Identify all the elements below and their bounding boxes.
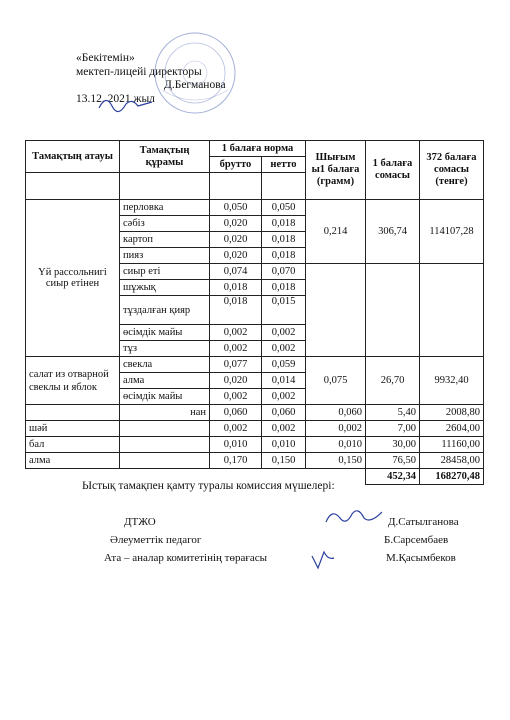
role-parents-committee: Ата – аналар комитетінің төрағасы bbox=[104, 552, 268, 564]
header-total: 372 балаға сомасы (тенге) bbox=[420, 141, 484, 200]
per-child: 26,70 bbox=[366, 357, 420, 405]
ingredient: алма bbox=[120, 373, 210, 389]
ingredient: перловка bbox=[120, 200, 210, 216]
netto: 0,002 bbox=[262, 341, 306, 357]
director-name: Д.Бегманова bbox=[164, 79, 226, 91]
grand-total: 168270,48 bbox=[420, 469, 484, 485]
netto: 0,150 bbox=[262, 453, 306, 469]
brutto: 0,002 bbox=[210, 421, 262, 437]
brutto: 0,074 bbox=[210, 264, 262, 280]
netto: 0,015 bbox=[262, 296, 306, 325]
commission-title: Ыстық тамақпен қамту туралы комиссия мүшелері: bbox=[82, 480, 335, 492]
header-brutto: брутто bbox=[210, 157, 262, 173]
netto: 0,060 bbox=[262, 405, 306, 421]
approval-heading: «Бекітемін» bbox=[76, 52, 135, 64]
header-spacer bbox=[120, 173, 210, 200]
ingredient bbox=[120, 453, 210, 469]
role-dtzho: ДТЖО bbox=[124, 516, 156, 528]
total-per-child: 452,34 bbox=[366, 469, 420, 485]
output: 0,060 bbox=[306, 405, 366, 421]
header-spacer bbox=[262, 173, 306, 200]
empty-cell bbox=[366, 264, 420, 357]
dish-name: бал bbox=[26, 437, 120, 453]
total: 28458,00 bbox=[420, 453, 484, 469]
netto: 0,018 bbox=[262, 248, 306, 264]
role-social-pedagog: Әлеуметтік педагог bbox=[110, 534, 202, 546]
per-child: 306,74 bbox=[366, 200, 420, 264]
table-row bbox=[26, 357, 484, 373]
brutto: 0,010 bbox=[210, 437, 262, 453]
empty-cell bbox=[306, 264, 366, 357]
brutto: 0,002 bbox=[210, 389, 262, 405]
ingredient: өсімдік майы bbox=[120, 389, 210, 405]
header-per-child: 1 балаға сомасы bbox=[366, 141, 420, 200]
output: 0,150 bbox=[306, 453, 366, 469]
per-child: 7,00 bbox=[366, 421, 420, 437]
dish-name: Үй рассольнигі сиыр етінен bbox=[26, 200, 120, 357]
approval-position: мектеп-лицейі директоры bbox=[76, 65, 202, 78]
table-row bbox=[26, 437, 484, 453]
director-signature bbox=[96, 92, 156, 114]
netto: 0,018 bbox=[262, 216, 306, 232]
netto: 0,010 bbox=[262, 437, 306, 453]
table-row bbox=[26, 405, 484, 421]
brutto: 0,050 bbox=[210, 200, 262, 216]
per-child: 5,40 bbox=[366, 405, 420, 421]
brutto: 0,018 bbox=[210, 280, 262, 296]
netto: 0,018 bbox=[262, 280, 306, 296]
member-name-1: Д.Сатылганова bbox=[388, 516, 459, 528]
ingredient: сиыр еті bbox=[120, 264, 210, 280]
brutto: 0,020 bbox=[210, 248, 262, 264]
output: 0,010 bbox=[306, 437, 366, 453]
total: 9932,40 bbox=[420, 357, 484, 405]
output: 0,214 bbox=[306, 200, 366, 264]
ingredient bbox=[120, 421, 210, 437]
ingredient bbox=[120, 437, 210, 453]
table-row bbox=[26, 200, 484, 216]
empty-cell bbox=[420, 264, 484, 357]
output: 0,075 bbox=[306, 357, 366, 405]
signature-1 bbox=[322, 504, 386, 530]
output: 0,002 bbox=[306, 421, 366, 437]
ingredient: пияз bbox=[120, 248, 210, 264]
brutto: 0,018 bbox=[210, 296, 262, 325]
netto: 0,002 bbox=[262, 325, 306, 341]
ingredient: тұздалған қияр bbox=[120, 296, 210, 325]
member-name-3: М.Қасымбеков bbox=[386, 552, 456, 564]
dish-name: шәй bbox=[26, 421, 120, 437]
header-spacer bbox=[210, 173, 262, 200]
dish-name: салат из отварной свеклы и яблок bbox=[26, 357, 120, 405]
netto: 0,002 bbox=[262, 421, 306, 437]
brutto: 0,020 bbox=[210, 232, 262, 248]
netto: 0,014 bbox=[262, 373, 306, 389]
netto: 0,002 bbox=[262, 389, 306, 405]
ingredient: свекла bbox=[120, 357, 210, 373]
brutto: 0,020 bbox=[210, 373, 262, 389]
total: 11160,00 bbox=[420, 437, 484, 453]
netto: 0,059 bbox=[262, 357, 306, 373]
brutto: 0,170 bbox=[210, 453, 262, 469]
header-netto: нетто bbox=[262, 157, 306, 173]
header-dish-name: Тамақтың атауы bbox=[26, 141, 120, 173]
brutto: 0,002 bbox=[210, 341, 262, 357]
ingredient: өсімдік майы bbox=[120, 325, 210, 341]
approval-date: 13.12. 2021 жыл bbox=[76, 92, 155, 105]
table-row bbox=[26, 453, 484, 469]
ingredient: тұз bbox=[120, 341, 210, 357]
ingredient: картоп bbox=[120, 232, 210, 248]
ingredient: сәбіз bbox=[120, 216, 210, 232]
total: 114107,28 bbox=[420, 200, 484, 264]
per-child: 76,50 bbox=[366, 453, 420, 469]
menu-table bbox=[25, 140, 484, 485]
dish-name bbox=[26, 405, 120, 421]
header-norm: 1 балаға норма bbox=[210, 141, 306, 157]
header-spacer bbox=[26, 173, 120, 200]
header-composition: Тамақтың құрамы bbox=[120, 141, 210, 173]
member-name-2: Б.Сарсембаев bbox=[384, 534, 449, 546]
brutto: 0,077 bbox=[210, 357, 262, 373]
total: 2604,00 bbox=[420, 421, 484, 437]
netto: 0,070 bbox=[262, 264, 306, 280]
brutto: 0,002 bbox=[210, 325, 262, 341]
school-stamp bbox=[152, 30, 238, 116]
netto: 0,018 bbox=[262, 232, 306, 248]
table-row bbox=[26, 421, 484, 437]
netto: 0,050 bbox=[262, 200, 306, 216]
header-output: Шығым ы1 балаға (грамм) bbox=[306, 141, 366, 200]
ingredient: шұжық bbox=[120, 280, 210, 296]
brutto: 0,020 bbox=[210, 216, 262, 232]
per-child: 30,00 bbox=[366, 437, 420, 453]
dish-name: алма bbox=[26, 453, 120, 469]
ingredient: нан bbox=[120, 405, 210, 421]
brutto: 0,060 bbox=[210, 405, 262, 421]
signature-3 bbox=[308, 546, 338, 574]
total: 2008,80 bbox=[420, 405, 484, 421]
